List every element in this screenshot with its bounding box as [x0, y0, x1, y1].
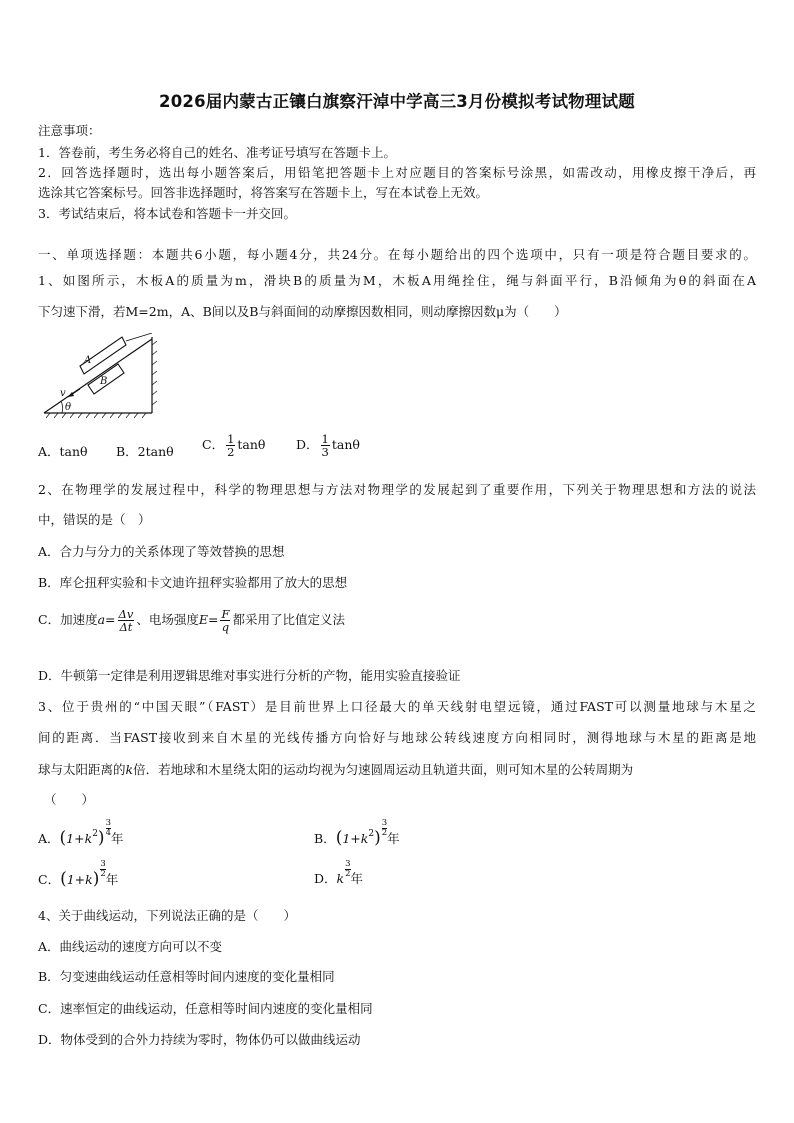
equals: = [207, 612, 219, 628]
unit-year: 年 [350, 871, 364, 886]
rope [126, 333, 152, 341]
note-1: 1．答卷前，考生务必将自己的姓名、准考证号填写在答题卡上。 [38, 145, 396, 160]
fraction: $\frac{1}{3}$ [321, 432, 329, 460]
q1-option-c-label: C． [202, 437, 225, 453]
q2-option-c-mid: 、电场强度 [136, 612, 199, 628]
label-b: B [100, 376, 108, 387]
q1-stem-line1: 1、如图所示，木板A的质量为m，滑块B的质量为M，木板A用绳拴住，绳与斜面平行，B沿倾角为θ的斜面在A [38, 273, 756, 288]
label-theta: θ [65, 402, 72, 413]
unit-year: 年 [387, 831, 400, 846]
symbol-a: a [97, 612, 106, 628]
q4-stem: 4、关于曲线运动，下列说法正确的是（ ） [38, 908, 296, 923]
q1-option-d-label: D． [296, 437, 319, 453]
equals: = [105, 612, 116, 628]
q2-stem-line1: 2、在物理学的发展过程中，科学的物理思想与方法对物理学的发展起到了重要作用，下列关于物理思想和方法的说法 [38, 482, 756, 497]
q2-option-c-text: 都采用了比值定义法 [232, 612, 345, 628]
q3-stem-line2: 间的距离．当FAST接收到来自木星的光线传播方向恰好与地球公转线速度方向相同时，测得地球与木星的距离是地 [38, 730, 756, 745]
label-a: A [84, 355, 92, 366]
q3-option-b[interactable]: B．$(1+k^2)$ $\frac{3}{2}$ 年 [314, 818, 400, 848]
page-title: 2026届内蒙古正镶白旗察汗淖中学高三3月份模拟考试物理试题 [159, 92, 635, 111]
unit-year: 年 [110, 831, 124, 846]
fraction: $\frac{F}{q}$ [221, 607, 230, 635]
q1-option-c-text: tanθ [237, 437, 266, 453]
q3-option-d-label: D． [314, 871, 337, 886]
section-heading: 一、单项选择题：本题共6小题，每小题4分，共24分。在每小题给出的四个选项中，只有一项是符合题目要求的。 [38, 247, 756, 262]
q1-option-d-text: tanθ [331, 437, 360, 453]
q3-option-a[interactable]: A．$(1+k^2)$ $\frac{3}{4}$ 年 [38, 818, 124, 848]
symbol-e: E [198, 612, 208, 628]
note-2b: 选涂其它答案标号。回答非选择题时，将答案写在答题卡上，写在本试卷上无效。 [38, 185, 489, 200]
q3-stem-line4: （ ） [44, 792, 95, 807]
incline-diagram [40, 333, 160, 419]
q3-stem-line3: 球与太阳距离的k倍．若地球和木星绕太阳的运动均视为匀速圆周运动且轨道共面，则可知木星的公转周期为 [38, 762, 634, 777]
note-3: 3．考试结束后，将本试卷和答题卡一并交回。 [38, 206, 296, 221]
fraction: $\frac{1}{2}$ [227, 432, 235, 460]
notes-heading: 注意事项： [38, 123, 101, 138]
q1-option-c[interactable] [202, 433, 265, 458]
q2-option-c[interactable] [38, 608, 345, 633]
q2-option-c-label: C．加速度 [38, 612, 98, 628]
fraction: $\frac{\Delta v}{\Delta t}$ [118, 607, 134, 635]
q3-option-a-label: A． [38, 831, 60, 846]
q2-option-d[interactable]: D．牛顿第一定律是利用逻辑思维对事实进行分析的产物，能用实验直接验证 [38, 668, 461, 683]
q2-option-b[interactable]: B．库仑扭秤实验和卡文迪许扭秤实验都用了放大的思想 [38, 575, 348, 590]
q3-option-c[interactable]: C．(1+k) $\frac{3}{2}$ 年 [38, 859, 119, 889]
q1-option-b[interactable]: B．2tanθ [116, 444, 174, 459]
q2-option-a[interactable]: A．合力与分力的关系体现了等效替换的思想 [38, 544, 285, 559]
q1-stem-line2: 下匀速下滑，若M=2m，A、B间以及B与斜面间的动摩擦因数相同，则动摩擦因数μ为（ ） [38, 304, 567, 319]
label-v: v [60, 388, 66, 399]
q1-option-a[interactable]: A．tanθ [38, 444, 88, 459]
q1-option-d[interactable] [296, 433, 360, 458]
q4-option-d[interactable]: D．物体受到的合外力持续为零时，物体仍可以做曲线运动 [38, 1032, 361, 1047]
note-2a: 2．回答选择题时，选出每小题答案后，用铅笔把答题卡上对应题目的答案标号涂黑，如需改动，用橡皮擦干净后，再 [38, 165, 756, 180]
unit-year: 年 [105, 872, 119, 887]
q3-option-b-label: B． [314, 831, 336, 846]
q3-option-c-label: C． [38, 872, 61, 887]
q4-option-c[interactable]: C．速率恒定的曲线运动，任意相等时间内速度的变化量相同 [38, 1001, 373, 1016]
q3-option-d[interactable]: D．k $\frac{3}{2}$ 年 [314, 859, 364, 886]
q4-option-a[interactable]: A．曲线运动的速度方向可以不变 [38, 939, 223, 954]
q4-option-b[interactable]: B．匀变速曲线运动任意相等时间内速度的变化量相同 [38, 969, 335, 984]
q3-stem-line1: 3、位于贵州的“中国天眼”（FAST）是目前世界上口径最大的单天线射电望远镜，通过FAST可以测量地球与木星之 [38, 699, 756, 714]
q2-stem-line2: 中，错误的是（ ） [38, 512, 151, 527]
